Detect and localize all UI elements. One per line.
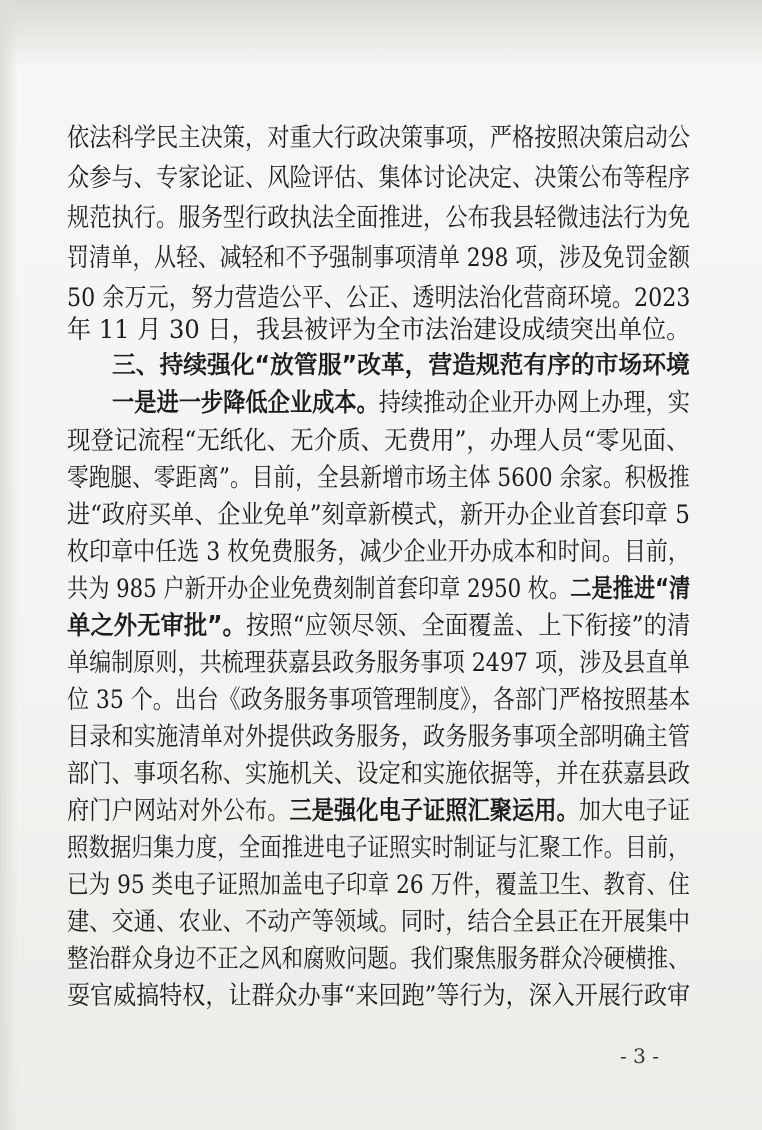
section-heading-text: 三、持续强化“放管服”改革，营造规范有序的市场环境 (112, 350, 690, 379)
text-run: 按照“应领尽领、全面覆盖、上下衔接”的清 (245, 611, 691, 641)
text-line (0, 980, 762, 1012)
text-line (0, 943, 762, 975)
text-run: 枚印章中任选 3 枚免费服务，减少企业开办成本和时间。目前， (67, 537, 690, 567)
text-line (0, 242, 762, 274)
text-line (0, 721, 762, 753)
section-heading (0, 349, 762, 381)
text-line (0, 758, 762, 790)
text-line (0, 684, 762, 716)
text-run: 零跑腿、零距离”。目前，全县新增市场主体 5600 余家。积极推 (67, 463, 690, 493)
text-line (0, 202, 762, 234)
text-line (0, 795, 762, 827)
text-run: 依法科学民主决策，对重大行政决策事项，严格按照决策启动公 (67, 123, 690, 153)
text-run: 50 余万元，努力营造公平、公正、透明法治化营商环境。2023 (67, 283, 691, 313)
text-line (0, 314, 762, 346)
text-line (0, 906, 762, 938)
text-line (0, 573, 762, 605)
text-run: 建、交通、农业、不动产等领域。同时，结合全县正在开展集中 (67, 907, 690, 937)
text-line (0, 425, 762, 457)
text-run: 位 35 个。出台《政务服务事项管理制度》，各部门严格按照基本 (67, 685, 691, 715)
text-run: 持续推动企业开办网上办理，实 (378, 388, 691, 418)
scan-shadow-top (0, 0, 762, 70)
text-run: 年 11 月 30 日，我县被评为全市法治建设成绩突出单位。 (67, 315, 691, 345)
text-line (0, 499, 762, 531)
text-line (0, 462, 762, 494)
text-line (0, 162, 762, 194)
text-line (0, 610, 762, 642)
text-run: 府门户网站对外公布。 (67, 796, 290, 826)
text-run: 规范执行。服务型行政执法全面推进，公布我县轻微违法行为免 (67, 203, 690, 233)
text-run: 整治群众身边不正之风和腐败问题。我们聚焦服务群众冷硬横推、 (67, 944, 690, 974)
text-run: 单编制原则，共梳理获嘉县政务服务事项 2497 项，涉及县直单 (67, 648, 690, 678)
text-line (0, 869, 762, 901)
text-run: 共为 985 户新开办企业免费刻制首套印章 2950 枚。 (67, 574, 571, 604)
subheading-text: 单之外无审批”。 (67, 611, 246, 641)
text-run: 部门、事项名称、实施机关、设定和实施依据等，并在获嘉县政 (67, 759, 690, 789)
text-run: 罚清单，从轻、减轻和不予强制事项清单 298 项，涉及免罚金额 (67, 243, 690, 273)
text-line (0, 536, 762, 568)
text-run: 加大电子证 (578, 796, 691, 826)
subheading-text: 二是推进“清 (570, 574, 691, 604)
text-run: 目录和实施清单对外提供政务服务，政务服务事项全部明确主管 (67, 722, 690, 752)
text-run: 现登记流程“无纸化、无介质、无费用”，办理人员“零见面、 (67, 426, 690, 456)
text-run: 众参与、专家论证、风险评估、集体讨论决定、决策公布等程序 (67, 163, 690, 193)
text-run: 进“政府买单、企业免单”刻章新模式，新开办企业首套印章 5 (67, 500, 690, 530)
text-line (0, 387, 762, 419)
subheading-text: 一是进一步降低企业成本。 (112, 388, 379, 418)
text-run: 耍官威搞特权，让群众办事“来回跑”等行为，深入开展行政审 (67, 981, 691, 1011)
text-line (0, 647, 762, 679)
text-run: 照数据归集力度，全面推进电子证照实时制证与汇聚工作。目前， (67, 833, 690, 863)
text-line (0, 832, 762, 864)
page-number: - 3 - (620, 1044, 659, 1068)
subheading-text: 三是强化电子证照汇聚运用。 (289, 796, 579, 826)
text-line (0, 282, 762, 314)
text-run: 已为 95 类电子证照加盖电子印章 26 万件，覆盖卫生、教育、住 (67, 870, 690, 900)
text-line (0, 122, 762, 154)
